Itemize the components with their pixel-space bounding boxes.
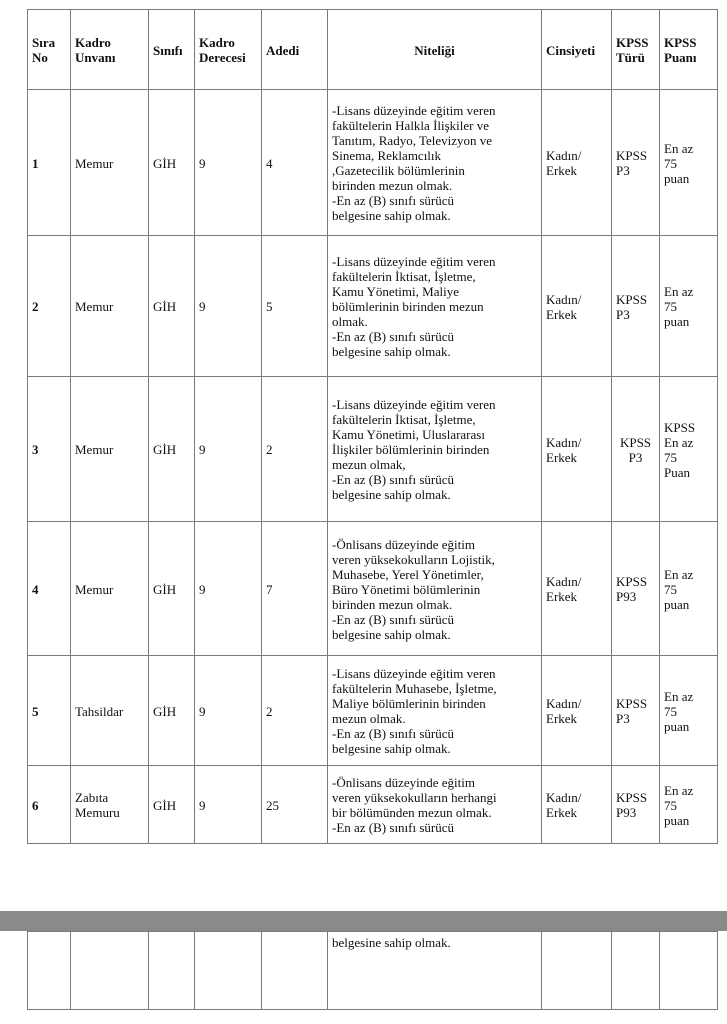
cell-class: GİH [149,656,195,766]
cell-count: 2 [262,377,328,522]
header-kpss-turu: KPSS Türü [612,10,660,90]
cell-gender: Kadın/ Erkek [542,90,612,236]
table-row [28,522,718,656]
continuation-table [27,931,718,1010]
cell-kpss-type: KPSS P93 [612,766,660,844]
cell-kpss-type: KPSS P3 [612,90,660,236]
cell-kpss-score: En az 75 puan [660,766,718,844]
cell-class: GİH [149,766,195,844]
cell-no: 2 [28,236,71,377]
cell-no: 1 [28,90,71,236]
cell-count [262,932,328,1010]
header-kadro-derecesi: Kadro Derecesi [195,10,262,90]
cell-title: Memur [71,522,149,656]
cell-gender: Kadın/ Erkek [542,236,612,377]
cell-kpss-score: KPSS En az 75 Puan [660,377,718,522]
cell-degree: 9 [195,90,262,236]
cell-count: 25 [262,766,328,844]
cell-degree: 9 [195,522,262,656]
cell-degree: 9 [195,766,262,844]
cell-class: GİH [149,236,195,377]
header-cinsiyeti: Cinsiyeti [542,10,612,90]
cell-title: Tahsildar [71,656,149,766]
cell-class: GİH [149,522,195,656]
cell-degree [195,932,262,1010]
header-sinifi: Sınıfı [149,10,195,90]
table-row [28,656,718,766]
table-row [28,766,718,844]
cell-gender [542,932,612,1010]
header-niteligi: Niteliği [328,10,542,90]
cell-title: Memur [71,377,149,522]
table-row [28,236,718,377]
cell-kpss-score [660,932,718,1010]
cell-count: 2 [262,656,328,766]
header-sira-no: Sıra No [28,10,71,90]
cell-qual: -Önlisans düzeyinde eğitim veren yüksekokulların herhangi bir bölümünden mezun olmak. -En az (B) sınıfı sürücü [328,766,542,844]
cell-qual: -Lisans düzeyinde eğitim veren fakültelerin Halkla İlişkiler ve Tanıtım, Radyo, Televizyon ve Sinema, Reklamcılık ,Gazetecilik bölümlerinin birinden mezun olmak. -En az (B) sınıfı sürücü belgesine sahip olmak. [328,90,542,236]
cell-no: 6 [28,766,71,844]
cell-gender: Kadın/ Erkek [542,766,612,844]
cell-gender: Kadın/ Erkek [542,656,612,766]
cell-count: 7 [262,522,328,656]
cell-qual: -Lisans düzeyinde eğitim veren fakültelerin İktisat, İşletme, Kamu Yönetimi, Maliye bölümlerinin birinden mezun olmak. -En az (B) sınıfı sürücü belgesine sahip olmak. [328,236,542,377]
continuation-row [28,932,718,1010]
cell-title: Zabıta Memuru [71,766,149,844]
cell-gender: Kadın/ Erkek [542,377,612,522]
cell-title: Memur [71,236,149,377]
cell-kpss-type: KPSS P3 [612,656,660,766]
header-kadro-unvani: Kadro Unvanı [71,10,149,90]
cell-count: 4 [262,90,328,236]
header-adedi: Adedi [262,10,328,90]
cell-kpss-type [612,932,660,1010]
cell-no [28,932,71,1010]
cell-degree: 9 [195,236,262,377]
cell-gender: Kadın/ Erkek [542,522,612,656]
page-break-band [0,911,727,931]
cell-no: 5 [28,656,71,766]
cell-qual: -Lisans düzeyinde eğitim veren fakültelerin İktisat, İşletme, Kamu Yönetimi, Uluslararası İlişkiler bölümlerinin birinden mezun olmak, -En az (B) sınıfı sürücü belgesine sahip olmak. [328,377,542,522]
cell-title [71,932,149,1010]
header-row [28,10,718,90]
cell-kpss-type: KPSS P93 [612,522,660,656]
cell-kpss-score: En az 75 puan [660,522,718,656]
table-row [28,90,718,236]
cell-degree: 9 [195,377,262,522]
cell-title: Memur [71,90,149,236]
cell-class: GİH [149,377,195,522]
cell-kpss-type: KPSS P3 [612,236,660,377]
cell-count: 5 [262,236,328,377]
cell-kpss-type: KPSS P3 [612,377,660,522]
table-row [28,377,718,522]
cell-no: 4 [28,522,71,656]
cell-kpss-score: En az 75 puan [660,656,718,766]
cell-degree: 9 [195,656,262,766]
cell-qual: -Lisans düzeyinde eğitim veren fakültelerin Muhasebe, İşletme, Maliye bölümlerinin birinden mezun olmak. -En az (B) sınıfı sürücü belgesine sahip olmak. [328,656,542,766]
header-kpss-puani: KPSS Puanı [660,10,718,90]
cell-class [149,932,195,1010]
cell-no: 3 [28,377,71,522]
cell-qual: belgesine sahip olmak. [328,932,542,1010]
cell-kpss-score: En az 75 puan [660,236,718,377]
cell-class: GİH [149,90,195,236]
cell-qual: -Önlisans düzeyinde eğitim veren yüksekokulların Lojistik, Muhasebe, Yerel Yönetimler, Büro Yönetimi bölümlerinin birinden mezun olmak. -En az (B) sınıfı sürücü belgesine sahip olmak. [328,522,542,656]
cell-kpss-score: En az 75 puan [660,90,718,236]
positions-table [27,9,718,844]
